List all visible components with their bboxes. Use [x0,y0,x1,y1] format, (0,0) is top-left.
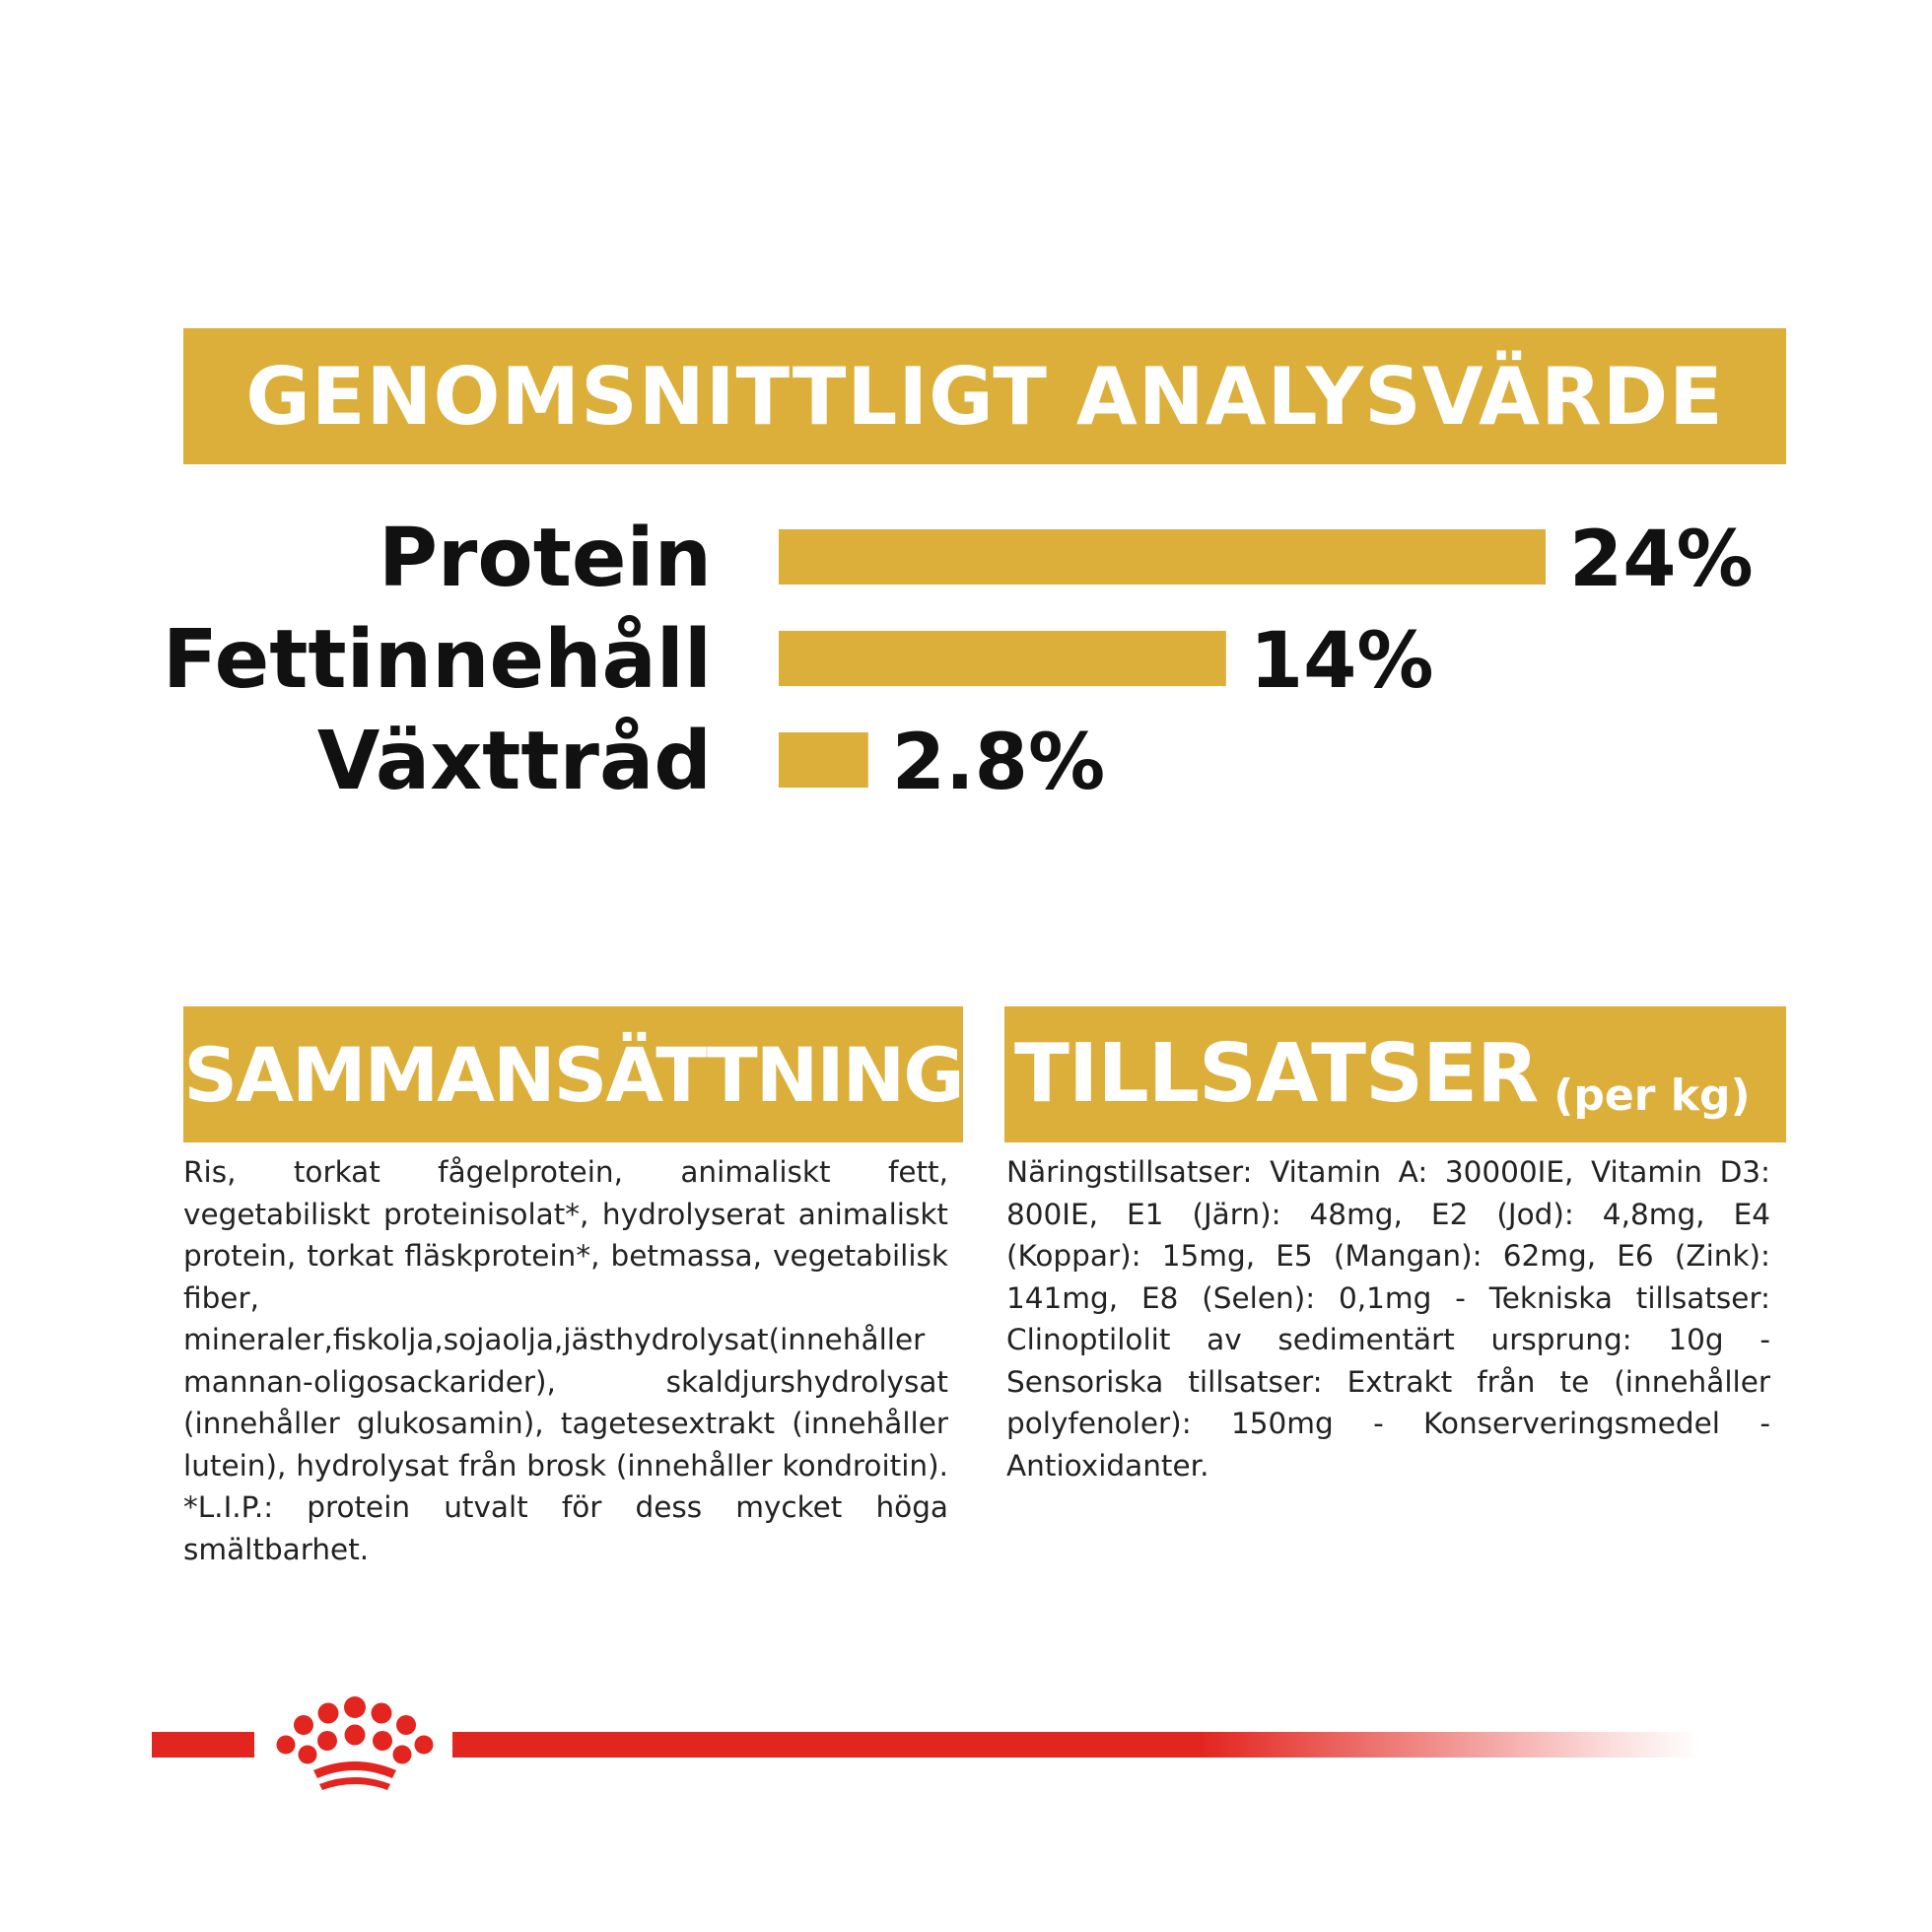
category-label: Protein [378,512,712,605]
composition-heading: SAMMANSÄTTNING [183,1030,963,1119]
bar [779,631,1226,686]
additives-heading-banner [1004,1006,1786,1142]
bar [779,732,868,788]
value-label: 24% [1569,516,1754,604]
composition-heading-banner [183,1006,963,1142]
footer-red-line-right [452,1732,1700,1758]
category-label: Fettinnehåll [162,613,712,707]
nutrient-bar-chart [0,0,1932,887]
additives-heading-unit: (per kg) [1553,1070,1751,1121]
composition-text: Ris, torkat fågelprotein, animaliskt fett, vegetabiliskt proteinisolat*, hydrolyserat animaliskt protein, torkat fläskprotein*, betmassa, vegetabilisk fiber, mineraler,fiskolja,sojaolja,jästhydrolysat(innehåller mannan-oligosackarider), skaldjurshydrolysat (innehåller glukosamin), tagetesextrakt (innehåller lutein), hydrolysat från brosk (innehåller kondroitin). *L.I.P.: protein utvalt för dess mycket höga smältbarhet. [183,1155,948,1566]
value-label: 2.8% [891,719,1106,807]
category-label: Växttråd [316,715,712,808]
additives-heading: TILLSATSER [1014,1027,1539,1121]
value-label: 14% [1249,617,1434,706]
footer-red-line-left [152,1732,254,1758]
additives-text: Näringstillsatser: Vitamin A: 30000IE, Vitamin D3: 800IE, E1 (Järn): 48mg, E2 (Jod): 4,8mg, E4 (Koppar): 15mg, E5 (Mangan): 62mg, E6 (Zink): 141mg, E8 (Selen): 0,1mg - Tekniska tillsatser: Clinoptilolit av sedimentärt ursprung: 10g - Sensoriska tillsatser: Extrakt från te (innehåller polyfenoler): 150mg - Konserveringsmedel - Antioxidanter. [1006,1155,1770,1483]
crown-logo-icon [266,1693,444,1792]
bar [779,529,1546,585]
analysis-heading: GENOMSNITTLIGT ANALYSVÄRDE [245,350,1724,443]
